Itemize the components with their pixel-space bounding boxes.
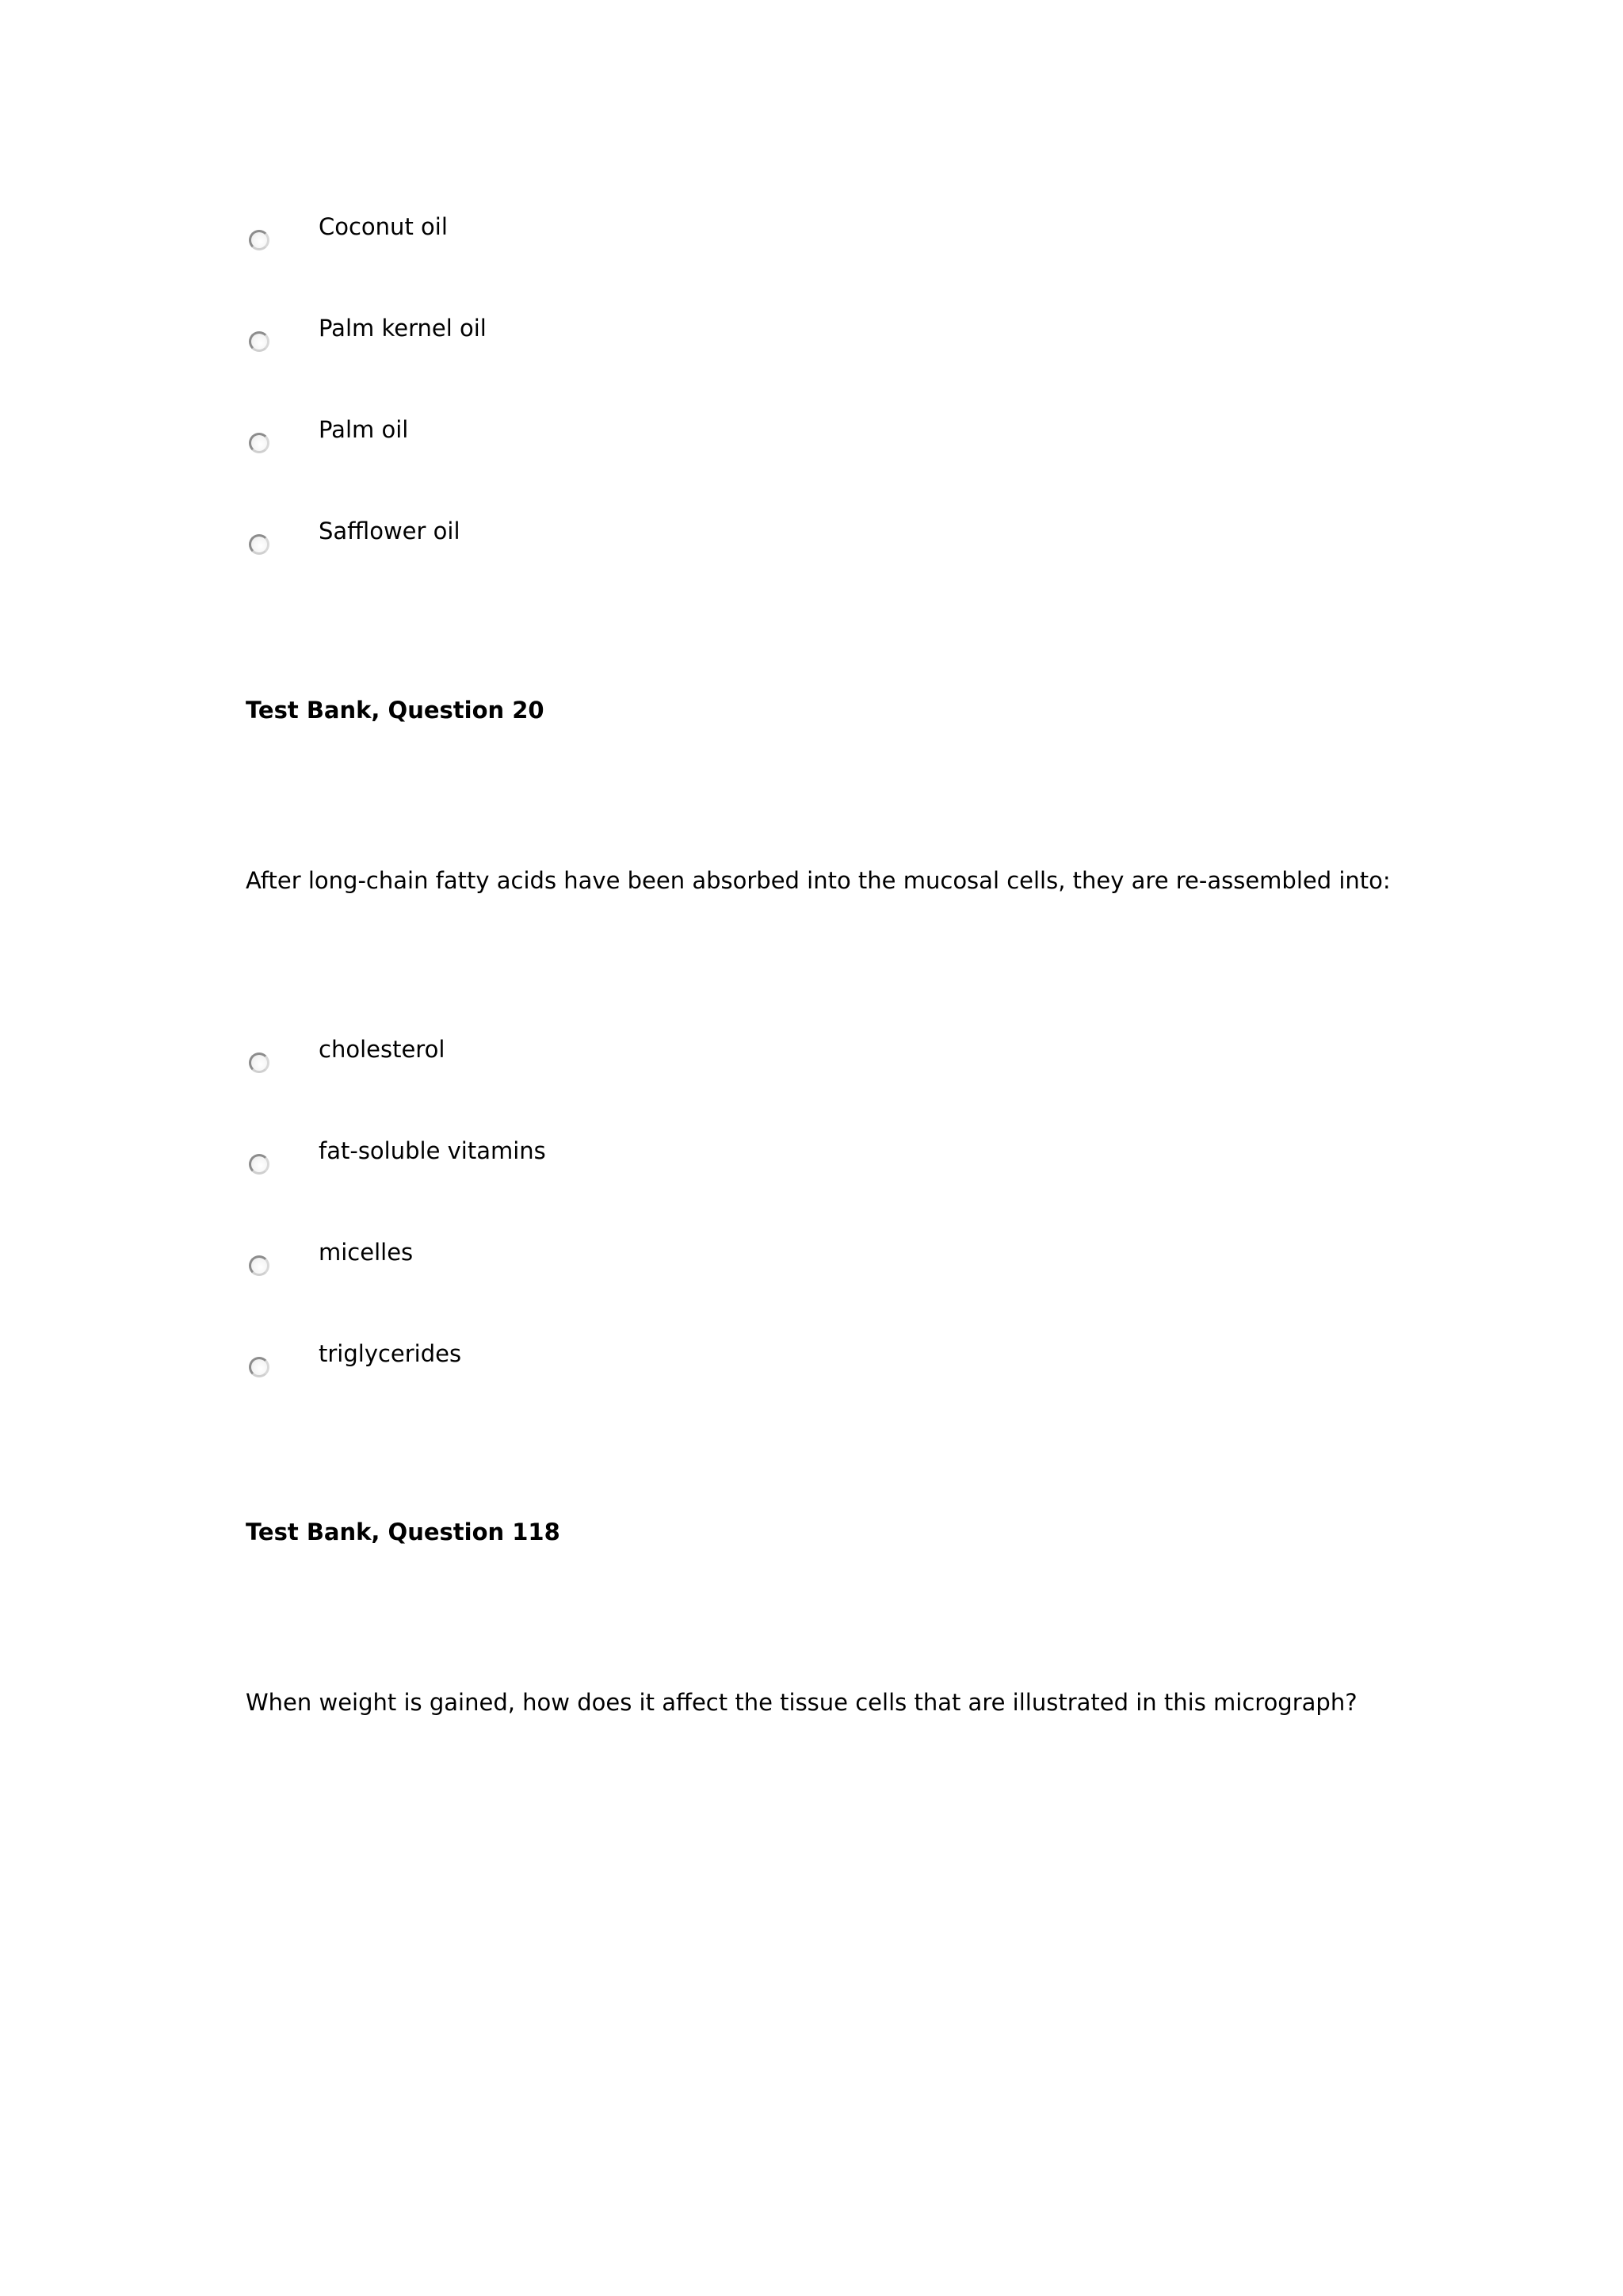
- radio-button[interactable]: [249, 1255, 269, 1276]
- radio-button[interactable]: [249, 534, 269, 555]
- answer-option[interactable]: [246, 314, 1355, 361]
- option-label: cholesterol: [319, 1036, 445, 1063]
- answer-option[interactable]: [246, 517, 1355, 564]
- question-heading: Test Bank, Question 118: [246, 1519, 560, 1545]
- option-label: fat-soluble vitamins: [319, 1137, 546, 1164]
- option-label: Palm oil: [319, 416, 409, 443]
- radio-button[interactable]: [249, 1357, 269, 1377]
- answer-option[interactable]: [246, 212, 1355, 260]
- option-label: micelles: [319, 1239, 414, 1266]
- question-heading: Test Bank, Question 20: [246, 697, 544, 724]
- answer-option[interactable]: [246, 1339, 1355, 1387]
- answer-option[interactable]: [246, 1137, 1355, 1184]
- answer-option[interactable]: [246, 1238, 1355, 1286]
- option-label: Coconut oil: [319, 213, 448, 240]
- radio-button[interactable]: [249, 331, 269, 352]
- question-text: After long-chain fatty acids have been absorbed into the mucosal cells, they are re-assembled into:: [246, 867, 1391, 894]
- answer-option[interactable]: [246, 415, 1355, 463]
- question-text: When weight is gained, how does it affect the tissue cells that are illustrated in this micrograph?: [246, 1689, 1358, 1716]
- option-label: triglycerides: [319, 1340, 462, 1367]
- radio-button[interactable]: [249, 1052, 269, 1073]
- radio-button[interactable]: [249, 230, 269, 250]
- option-label: Palm kernel oil: [319, 315, 487, 342]
- option-label: Safflower oil: [319, 518, 460, 544]
- radio-button[interactable]: [249, 1154, 269, 1175]
- answer-option[interactable]: [246, 1035, 1355, 1083]
- radio-button[interactable]: [249, 433, 269, 453]
